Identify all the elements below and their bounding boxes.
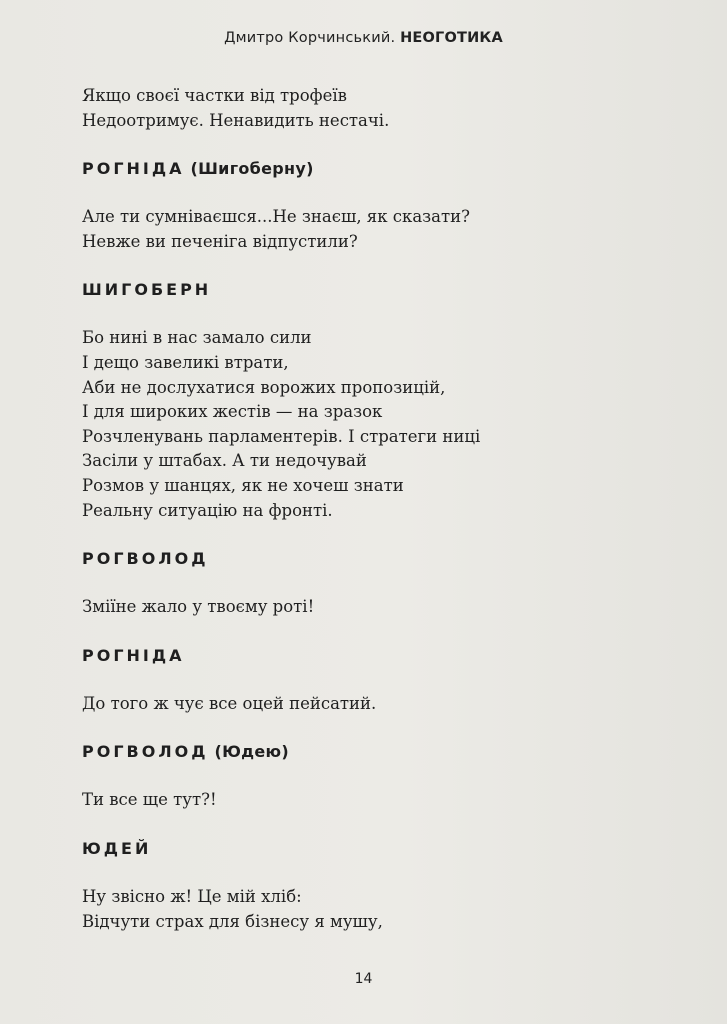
speaker-name (82, 644, 682, 668)
speaker-label: РОГВОЛОД (82, 742, 209, 762)
verse-line: Недоотримує. Ненавидить нестачі. (82, 110, 390, 130)
speaker-name (82, 837, 682, 861)
stage-direction: (Юдею) (214, 742, 290, 762)
dialogue-lines (82, 788, 682, 813)
verse-line: І для широких жестів — на зразок (82, 402, 383, 422)
verse-line: Якщо своєї частки від трофеїв (82, 86, 347, 105)
verse-line: Розмов у шанцях, як не хочеш знати (82, 475, 404, 495)
dialogue-lines (82, 205, 682, 254)
dialogue-lines (82, 84, 682, 133)
verse-line: Але ти сумніваєшся...Не знаєш, як сказати? (82, 207, 470, 227)
speaker-name (82, 740, 682, 764)
verse-line: Реальну ситуацію на фронті. (82, 500, 333, 520)
dialogue-lines (82, 692, 682, 717)
verse-line: Ну звісно ж! Це мій хліб: (82, 886, 302, 906)
dialogue-lines (82, 595, 682, 620)
verse-line: Засіли у штабах. А ти недочувай (82, 451, 367, 471)
verse-line: Відчути страх для бізнесу я мушу, (82, 911, 383, 931)
running-header (0, 30, 727, 46)
speaker-label: РОГВОЛОД (82, 549, 209, 569)
verse-line: До того ж чує все оцей пейсатий. (82, 693, 377, 713)
dialogue-lines (82, 326, 682, 523)
speaker-label: РОГНІДА (82, 159, 185, 179)
dialogue-lines (82, 885, 682, 934)
verse-line: Розчленувань парламентерів. І стратеги ниці (82, 426, 481, 446)
verse-line: Зміїне жало у твоєму роті! (82, 597, 315, 617)
speaker-name (82, 547, 682, 571)
verse-line: Ти все ще тут?! (82, 790, 217, 810)
verse-line: І дещо завеликі втрати, (82, 352, 289, 372)
speaker-label: ШИГОБЕРН (82, 280, 212, 300)
verse-line: Бо нині в нас замало сили (82, 328, 312, 348)
verse-line: Аби не дослухатися ворожих пропозицій, (82, 377, 446, 397)
speaker-name (82, 278, 682, 302)
header-book-title: НЕОГОТИКА (400, 30, 503, 46)
play-text (82, 84, 682, 934)
speaker-name (82, 157, 682, 181)
verse-line: Невже ви печеніга відпустили? (82, 231, 358, 251)
stage-direction: (Шигоберну) (190, 159, 314, 179)
speaker-label: ЮДЕЙ (82, 838, 152, 858)
page-number: 14 (354, 971, 373, 987)
header-author: Дмитро Корчинський. (224, 30, 396, 46)
speaker-label: РОГНІДА (82, 645, 185, 665)
